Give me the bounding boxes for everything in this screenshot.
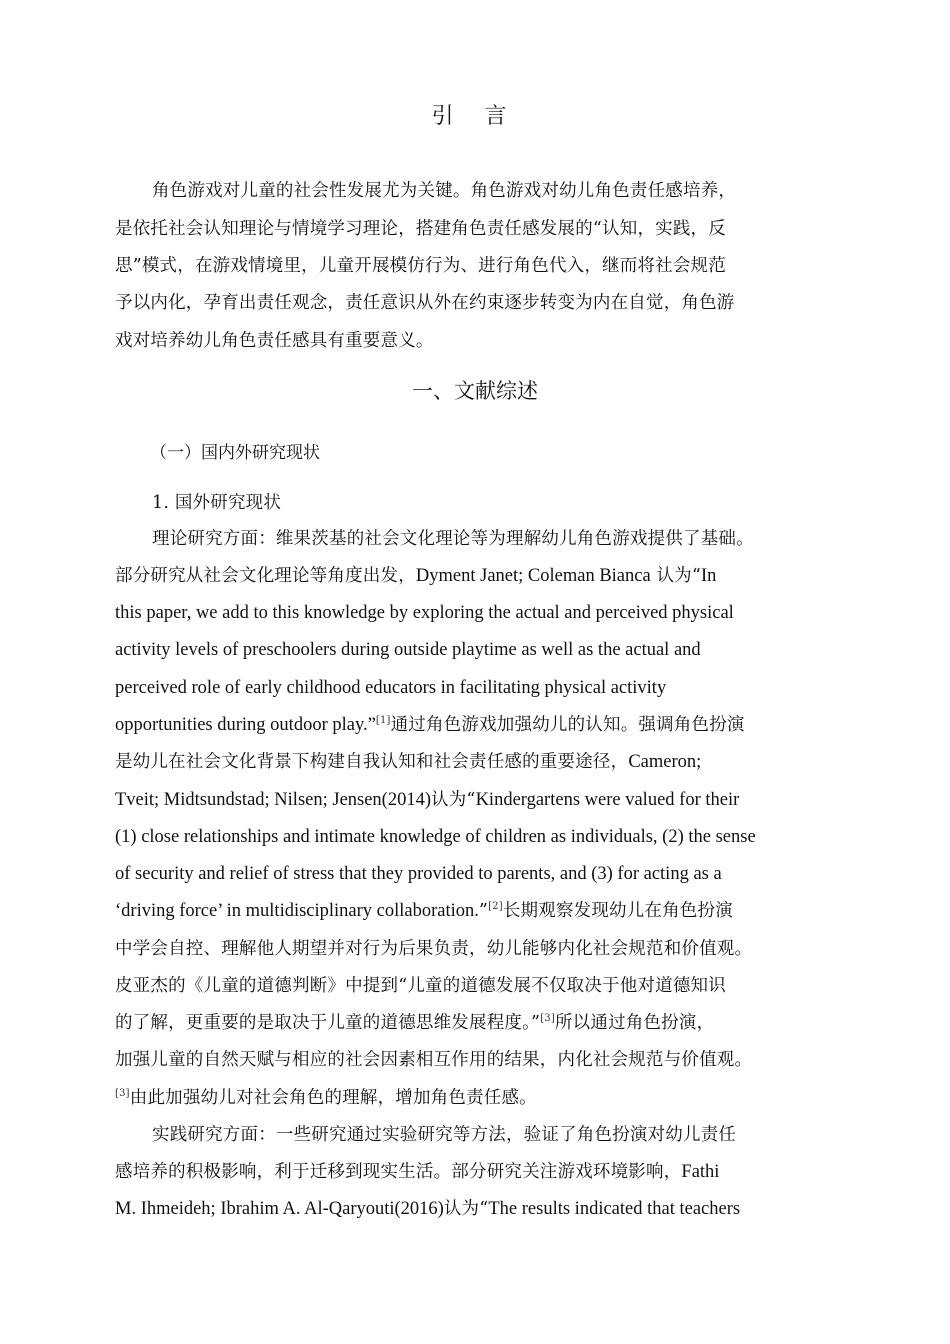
text-line: 中学会自控、理解他人期望并对行为后果负责，幼儿能够内化社会规范和价值观。 [115, 939, 753, 959]
text-line [115, 564, 716, 588]
author-names: Cameron; [628, 752, 702, 772]
text-line: 角色游戏对儿童的社会性发展尤为关键。角色游戏对幼儿角色责任感培养， [152, 181, 737, 201]
text-run: 由此加强幼儿对社会角色的理解，增加角色责任感。 [129, 1088, 537, 1108]
text-run: 是幼儿在社会文化背景下构建自我认知和社会责任感的重要途径， [115, 752, 629, 772]
text-run: ‘driving force’ in multidisciplinary collaboration. [115, 901, 479, 921]
text-run: 长期观察发现幼儿在角色扮演 [502, 901, 733, 921]
author-names: M. Ihmeideh; Ibrahim A. Al-Qaryouti(2016) [115, 1199, 444, 1219]
text-line: of security and relief of stress that they provided to parents, and (3) for acting as a [115, 864, 722, 884]
text-line [115, 1011, 714, 1035]
text-line: (1) close relationships and intimate knowledge of children as individuals, (2) the sense [115, 827, 756, 847]
text-run: 认为“ [650, 566, 702, 586]
text-run: 通过角色游戏加强幼儿的认知。强调角色扮演 [390, 715, 745, 735]
text-line: 皮亚杰的《儿童的道德判断》中提到“儿童的道德发展不仅取决于他对道德知识 [115, 976, 726, 996]
citation-ref: [3] [540, 1013, 555, 1024]
citation-ref: [1] [375, 715, 391, 726]
subsection-heading: （一）国内外研究现状 [150, 443, 320, 463]
text-line [115, 1086, 537, 1110]
author-names: Dyment Janet; Coleman Bianca [415, 566, 651, 586]
text-run: 认为“ [443, 1199, 489, 1219]
text-line: 思”模式，在游戏情境里，儿童开展模仿行为、进行角色代入，继而将社会规范 [115, 256, 726, 276]
section-heading: 一、文献综述 [412, 379, 538, 403]
page-title: 引 言 [431, 104, 519, 129]
text-line: perceived role of early childhood educators in facilitating physical activity [115, 678, 667, 698]
citation-ref: [2] [488, 901, 503, 912]
text-run: 感培养的积极影响，利于迁移到现实生活。部分研究关注游戏环境影响， [115, 1162, 682, 1182]
text-line: 理论研究方面：维果茨基的社会文化理论等为理解幼儿角色游戏提供了基础。 [152, 529, 754, 549]
text-line [115, 788, 739, 812]
text-line: this paper, we add to this knowledge by exploring the actual and perceived physical [115, 603, 734, 623]
text-line: 戏对培养幼儿角色责任感具有重要意义。 [115, 331, 434, 351]
text-line [115, 713, 745, 737]
text-run: The results indicated that teachers [488, 1199, 741, 1219]
text-line: 是依托社会认知理论与情境学习理论，搭建角色责任感发展的“认知，实践，反 [115, 219, 726, 239]
text-line [115, 899, 733, 923]
text-run: ” [478, 901, 489, 921]
text-line: 予以内化，孕育出责任观念，责任意识从外在约束逐步转变为内在自觉，角色游 [115, 293, 735, 313]
author-names: Fathi [681, 1162, 720, 1182]
text-line [115, 750, 701, 774]
text-line [115, 1160, 719, 1184]
citation-ref: [3] [115, 1088, 130, 1099]
sub-subsection-heading: 1. 国外研究现状 [152, 493, 282, 513]
text-line: activity levels of preschoolers during outside playtime as well as the actual and [115, 640, 701, 660]
text-run: opportunities during outdoor play.” [115, 715, 376, 735]
text-line: 实践研究方面：一些研究通过实验研究等方法，验证了角色扮演对幼儿责任 [152, 1125, 737, 1145]
author-names: Tveit; Midtsundstad; Nilsen; Jensen(2014) [115, 790, 432, 810]
text-run: 认为“ [431, 790, 476, 810]
text-line: 加强儿童的自然天赋与相应的社会因素相互作用的结果，内化社会规范与价值观。 [115, 1050, 753, 1070]
text-run: 的了解，更重要的是取决于儿童的道德思维发展程度。” [115, 1013, 541, 1033]
text-run: 所以通过角色扮演， [554, 1013, 715, 1033]
text-run: Kindergartens were valued for their [475, 790, 740, 810]
text-run: In [701, 566, 717, 586]
text-run: 部分研究从社会文化理论等角度出发， [115, 566, 416, 586]
text-line [115, 1197, 740, 1221]
